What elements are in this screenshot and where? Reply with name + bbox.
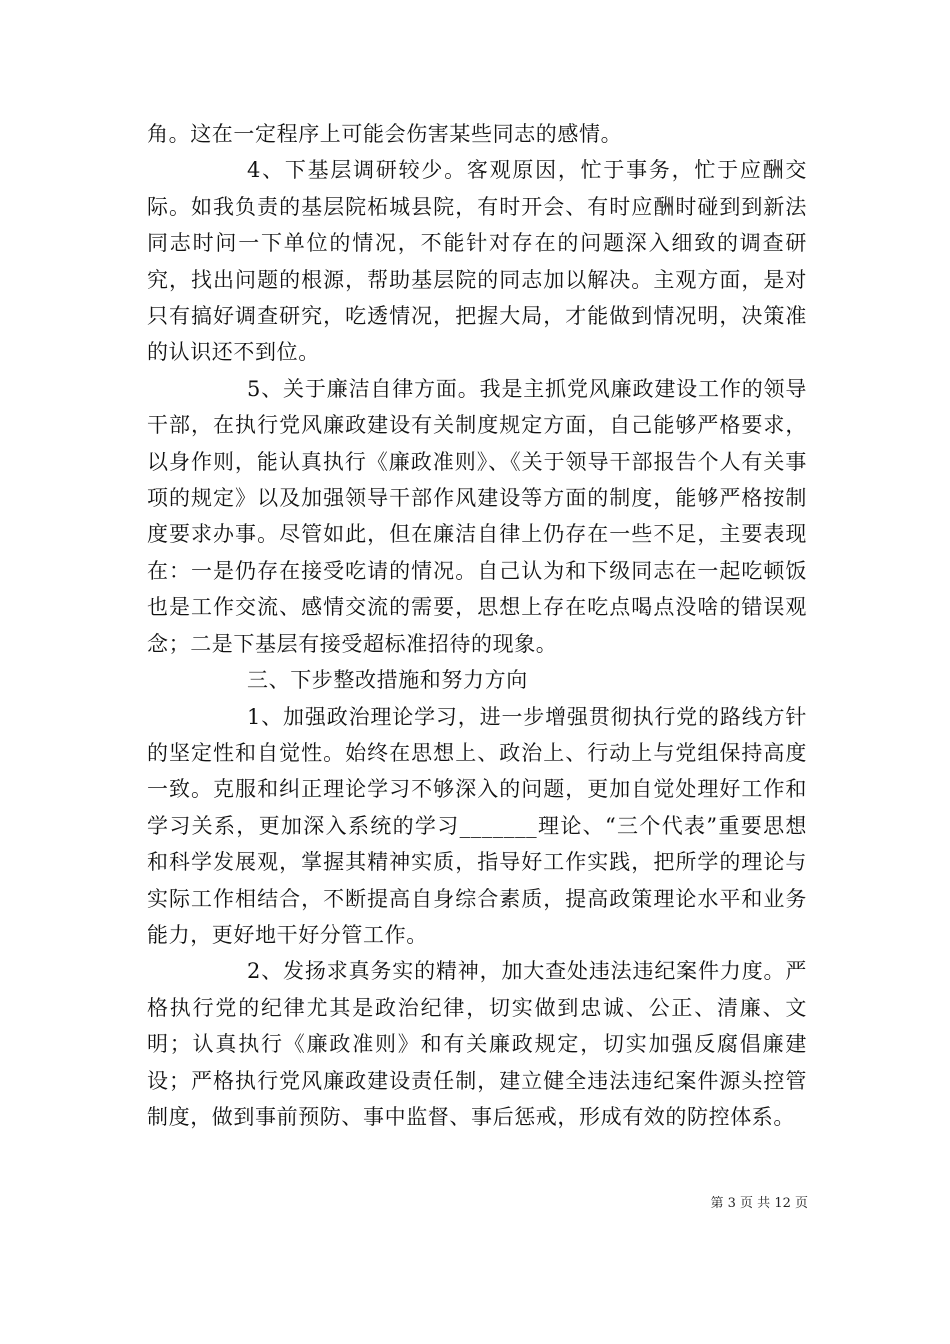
paragraph-continuation: 角。这在一定程序上可能会伤害某些同志的感情。 (147, 122, 623, 146)
paragraph-measure-2: 2、发扬求真务实的精神，加大查处违法违纪案件力度。严格执行党的纪律尤其是政治纪律，切实做到忠诚、公正、清廉、文明；认真执行《廉政准则》和有关廉政规定，切实加强反腐倡廉建设；严格执行党风廉政建设责任制，建立健全违法违纪案件源头控管制度，做到事前预防、事中监督、事后惩戒，形成有效的防控体系。 (147, 959, 807, 1129)
paragraph-measure-1: 1、加强政治理论学习，进一步增强贯彻执行党的路线方针的坚定性和自觉性。始终在思想上、政治上、行动上与党组保持高度一致。克服和纠正理论学习不够深入的问题，更加自觉处理好工作和学习关系，更加深入系统的学习_______理论、“三个代表”重要思想和科学发展观，掌握其精神实质，指导好工作实践，把所学的理论与实际工作相结合，不断提高自身综合素质，提高政策理论水平和业务能力，更好地干好分管工作。 (147, 704, 807, 947)
paragraph-item-5: 5、关于廉洁自律方面。我是主抓党风廉政建设工作的领导干部，在执行党风廉政建设有关制度规定方面，自己能够严格要求，以身作则，能认真执行《廉政准则》、《关于领导干部报告个人有关事项的规定》以及加强领导干部作风建设等方面的制度，能够严格按制度要求办事。尽管如此，但在廉洁自律上仍存在一些不足，主要表现在：一是仍存在接受吃请的情况。自己认为和下级同志在一起吃顿饭也是工作交流、感情交流的需要，思想上存在吃点喝点没啥的错误观念；二是下基层有接受超标准招待的现象。 (147, 376, 807, 656)
document-body (147, 116, 807, 1135)
page-number-footer: 第 3 页 共 12 页 (710, 1196, 808, 1211)
paragraph-item-4: 4、下基层调研较少。客观原因，忙于事务，忙于应酬交际。如我负责的基层院柘城县院，有时开会、有时应酬时碰到到新法同志时问一下单位的情况，不能针对存在的问题深入细致的调查研究，找出问题的根源，帮助基层院的同志加以解决。主观方面，是对只有搞好调查研究，吃透情况，把握大局，才能做到情况明，决策准的认识还不到位。 (147, 158, 807, 365)
section-heading-3: 三、下步整改措施和努力方向 (247, 668, 528, 693)
